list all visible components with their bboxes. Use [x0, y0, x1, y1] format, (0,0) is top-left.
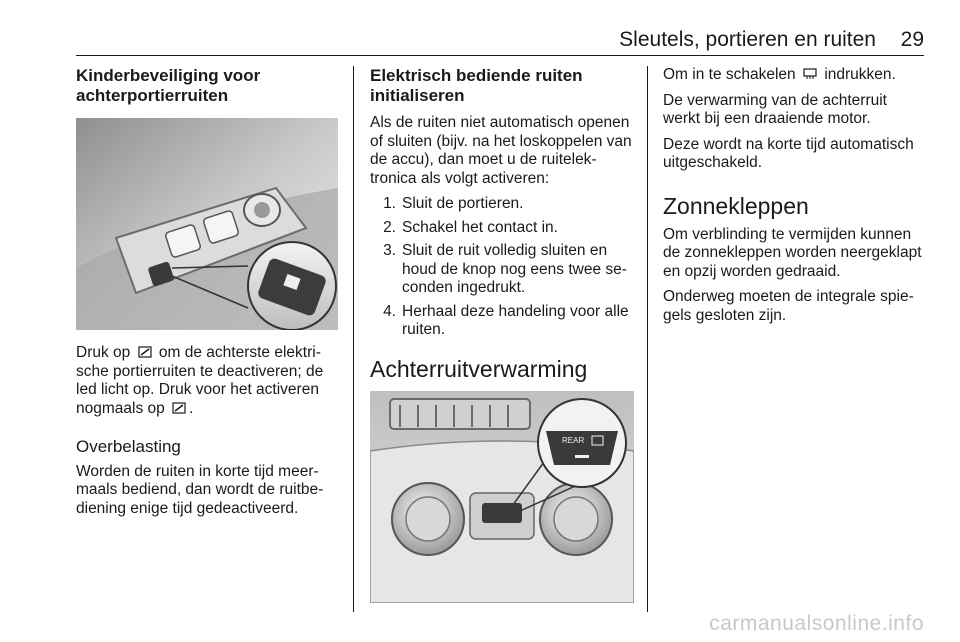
- text-fragment: indrukken.: [824, 66, 896, 83]
- door-window-switch-figure: [76, 118, 338, 330]
- list-number: 4.: [383, 302, 396, 320]
- running-header-title: Sleutels, portieren en ruiten: [619, 28, 876, 51]
- window-init-steps: [370, 195, 634, 340]
- child-lock-icon: [172, 402, 186, 414]
- section-heading-window-init: Elektrisch bediende ruiten initialiseren: [370, 66, 583, 105]
- rear-button-label: REAR: [562, 435, 585, 445]
- column-3: [663, 66, 925, 332]
- header-rule: [76, 55, 924, 56]
- text-fragment: Druk op: [76, 344, 131, 361]
- column-divider-right: [647, 66, 648, 612]
- text-fragment: om de achterste elektrische portierruiten te deactiveren; de led licht op. Druk voor het activeren nogmaals op: [76, 344, 324, 417]
- overload-text: Worden de ruiten in korte tijd meermaals bediend, dan wordt de ruitbediening enige tijd gedeactiveerd.: [76, 462, 324, 517]
- section-heading-child-lock: Kinderbeveiliging voor achterportierruiten: [76, 66, 261, 105]
- list-number: 1.: [383, 195, 396, 212]
- list-item: [370, 219, 634, 238]
- list-number: 2.: [383, 218, 396, 236]
- list-item: [370, 195, 634, 214]
- section-heading-rear-defrost: Achterruitverwarming: [370, 355, 588, 382]
- vanity-mirror-text: Onderweg moeten de integrale spiegels gesloten zijn.: [663, 288, 914, 324]
- child-lock-icon: [138, 346, 152, 358]
- list-item: [370, 303, 634, 340]
- list-text: Sluit de ruit volledig sluiten en houd de knop nog eens twee seconden ingedrukt.: [402, 242, 627, 296]
- list-text: Schakel het contact in.: [402, 218, 558, 236]
- column-divider-left: [353, 66, 354, 612]
- column-1: [76, 66, 338, 525]
- child-lock-instructions: [76, 344, 338, 418]
- section-heading-sun-visors: Zonnekleppen: [663, 192, 809, 219]
- dashboard-illustration: [370, 391, 634, 603]
- column-2: [370, 66, 634, 603]
- list-item: [370, 242, 634, 298]
- text-fragment: Om in te schakelen: [663, 66, 796, 83]
- door-panel-illustration: [76, 118, 338, 330]
- list-text: Herhaal deze handeling voor alle ruiten.: [402, 302, 629, 338]
- dashboard-defrost-figure: [370, 391, 634, 603]
- page-number: 29: [900, 28, 924, 51]
- list-number: 3.: [383, 242, 396, 259]
- watermark: carmanualsonline.info: [709, 612, 924, 635]
- defrost-activation-text: [663, 66, 925, 85]
- rear-defrost-icon: [803, 68, 817, 80]
- sun-visor-text: Om verblinding te vermijden kunnen de zonnekleppen worden neergeklapt en opzij worden gedraaid.: [663, 225, 922, 280]
- list-text: Sluit de portieren.: [402, 195, 524, 212]
- defrost-auto-off-text: Deze wordt na korte tijd automatisch uitgeschakeld.: [663, 135, 914, 171]
- defrost-engine-text: De verwarming van de achterruit werkt bij een draaiende motor.: [663, 91, 887, 127]
- section-heading-overload: Overbelasting: [76, 437, 181, 456]
- text-fragment: .: [189, 399, 194, 417]
- window-init-intro: Als de ruiten niet automatisch openen of sluiten (bijv. na het loskoppelen van de accu), dan moet u de ruitelektronica als volgt activeren:: [370, 114, 632, 187]
